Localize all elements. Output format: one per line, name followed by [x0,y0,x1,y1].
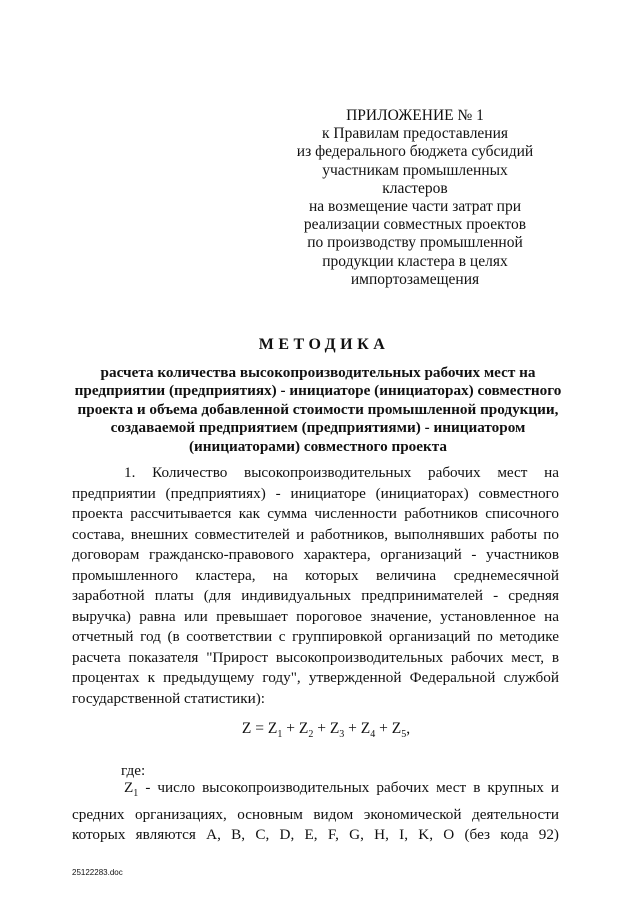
appendix-line: по производству промышленной [307,234,523,252]
appendix-heading: ПРИЛОЖЕНИЕ № 1 [346,107,484,124]
paragraph-line: проекта рассчитывается как сумма численности работников списочного [72,505,559,522]
appendix-line: к Правилам предоставления [321,125,509,143]
paragraph-line: состава, внешних совместителей и работников, выполнявших работы по [72,525,559,543]
paragraph-1 [72,463,559,709]
paragraph-line: 1. Количество высокопроизводительных рабочих мест на [124,464,559,481]
appendix-line: на возмещение части затрат при [308,198,522,216]
subtitle-line: создаваемой предприятием (предприятиями) - инициатором [110,419,526,437]
definition-line: средних организациях, основным видом экономической деятельности [72,805,559,823]
paragraph-line: предприятии (предприятиях) - инициаторе (инициаторах) совместного [72,484,559,502]
formula-term: $Z_2$ [298,720,314,741]
appendix-block [290,107,540,289]
definition-line: $Z_1$ - число высокопроизводительных рабочих мест в крупных и [124,779,559,800]
appendix-line: из федерального бюджета субсидий [296,143,534,161]
appendix-line: участникам промышленных кластеров [322,161,508,197]
formula-term: $Z_1$ [267,720,283,741]
paragraph-line: государственной статистики): [72,689,266,707]
formula-term: $Z_5$ [391,720,407,741]
paragraph-line: заработной платы (для индивидуальных предпринимателей - средняя [72,587,559,604]
paragraph-line: процентах к предыдущему году", утвержденной Федеральной службой [72,669,559,686]
paragraph-line: выручка) равна или превышает пороговое значение, установленное на [72,607,559,625]
appendix-line: импортозамещения [350,270,480,288]
formula-term: $Z_3$ [329,720,345,741]
document-title: МЕТОДИКА [258,336,390,353]
subtitle-line: проекта и объема добавленной стоимости промышленной продукции, [77,400,559,418]
subtitle-line: расчета количества высокопроизводительных рабочих мест на [100,364,536,381]
paragraph-line: расчета показателя "Прирост высокопроизводительных рабочих мест, в [72,648,559,666]
formula-lhs: Z [241,720,252,737]
paragraph-line: договорам гражданско-правового характера, организаций - участников [72,546,559,563]
formula: $Z = Z_1 + Z_2 + Z_3 + Z_4 + Z_5$, [241,720,411,741]
subtitle-line: предприятии (предприятиях) - инициаторе (инициаторах) совместного [74,382,562,400]
appendix-line: продукции кластера в целях [322,252,508,270]
file-name-footer: 25122283.doc [72,868,123,877]
paragraph-line: промышленного кластера, на которых величина среднемесячной [72,566,559,584]
formula-term: $Z_4$ [360,720,376,741]
document-subtitle [68,364,568,456]
subtitle-line: (инициаторами) совместного проекта [188,437,447,455]
definition-line: которых являются A, B, C, D, E, F, G, H, I, K, O (без кода 92) [72,826,559,844]
paragraph-line: отчетный год (в соответствии с группировкой организаций по методике [72,628,559,645]
appendix-line: реализации совместных проектов [303,216,527,234]
where-label: где: [121,762,146,779]
z1-symbol: $Z_1$ [124,779,139,800]
z1-definition [72,778,559,846]
